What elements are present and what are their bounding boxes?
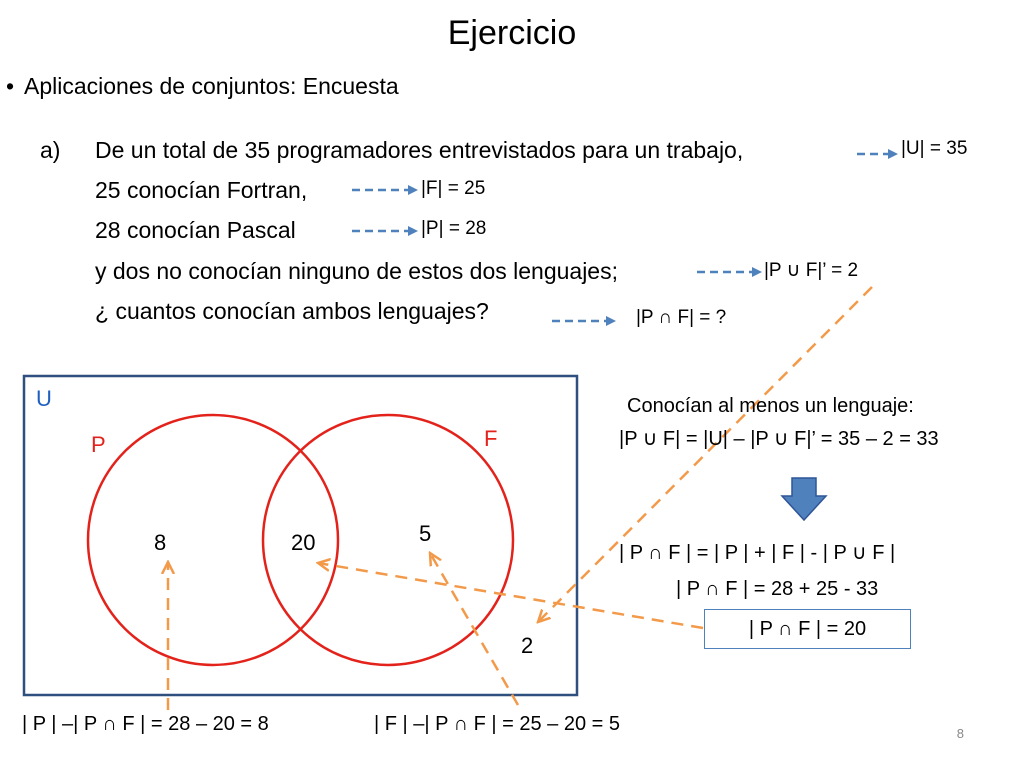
region-only-p: 8 bbox=[154, 530, 167, 555]
region-only-f: 5 bbox=[419, 521, 432, 546]
problem-line-1: De un total de 35 programadores entrevistados para un trabajo, bbox=[95, 137, 744, 163]
bullet-mark: • bbox=[6, 73, 15, 99]
arrow-bottom-to-only-f bbox=[430, 553, 518, 705]
bottom-equation-p: | P | –| P ∩ F | = 28 – 20 = 8 bbox=[22, 713, 269, 735]
arrow-result-to-both bbox=[318, 563, 703, 628]
problem-line-3: 28 conocían Pascal bbox=[95, 217, 296, 243]
solution-formula: | P ∩ F | = | P | + | F | - | P ∪ F | bbox=[619, 542, 896, 564]
set-p-label: P bbox=[91, 432, 106, 457]
bullet-text: Aplicaciones de conjuntos: Encuesta bbox=[24, 73, 399, 99]
page-number: 8 bbox=[956, 726, 964, 741]
region-both: 20 bbox=[291, 530, 316, 555]
problem-line-2: 25 conocían Fortran, bbox=[95, 177, 308, 203]
annotation-fortran: |F| = 25 bbox=[421, 178, 486, 199]
solution-result-box: | P ∩ F | = 20 bbox=[704, 609, 911, 649]
slide-title: Ejercicio bbox=[447, 14, 577, 52]
solution-substitution: | P ∩ F | = 28 + 25 - 33 bbox=[676, 578, 879, 600]
set-f-label: F bbox=[484, 426, 498, 451]
item-label: a) bbox=[40, 137, 61, 163]
bottom-equation-f: | F | –| P ∩ F | = 25 – 20 = 5 bbox=[374, 713, 621, 735]
solution-heading: Conocían al menos un lenguaje: bbox=[627, 395, 914, 417]
arrow-neither-to-region bbox=[538, 287, 872, 622]
solution-union-equation: |P ∪ F| = |U| – |P ∪ F|’ = 35 – 2 = 33 bbox=[619, 428, 939, 450]
problem-line-4: y dos no conocían ninguno de estos dos lenguajes; bbox=[95, 258, 618, 284]
region-neither: 2 bbox=[521, 633, 534, 658]
annotation-pascal: |P| = 28 bbox=[421, 218, 487, 239]
problem-line-5: ¿ cuantos conocían ambos lenguajes? bbox=[95, 298, 489, 324]
annotation-intersection-question: |P ∩ F| = ? bbox=[636, 307, 727, 328]
down-arrow bbox=[782, 478, 826, 520]
universe-label: U bbox=[36, 386, 52, 411]
annotation-universe: |U| = 35 bbox=[901, 138, 968, 159]
annotation-neither: |P ∪ F|’ = 2 bbox=[764, 260, 859, 281]
